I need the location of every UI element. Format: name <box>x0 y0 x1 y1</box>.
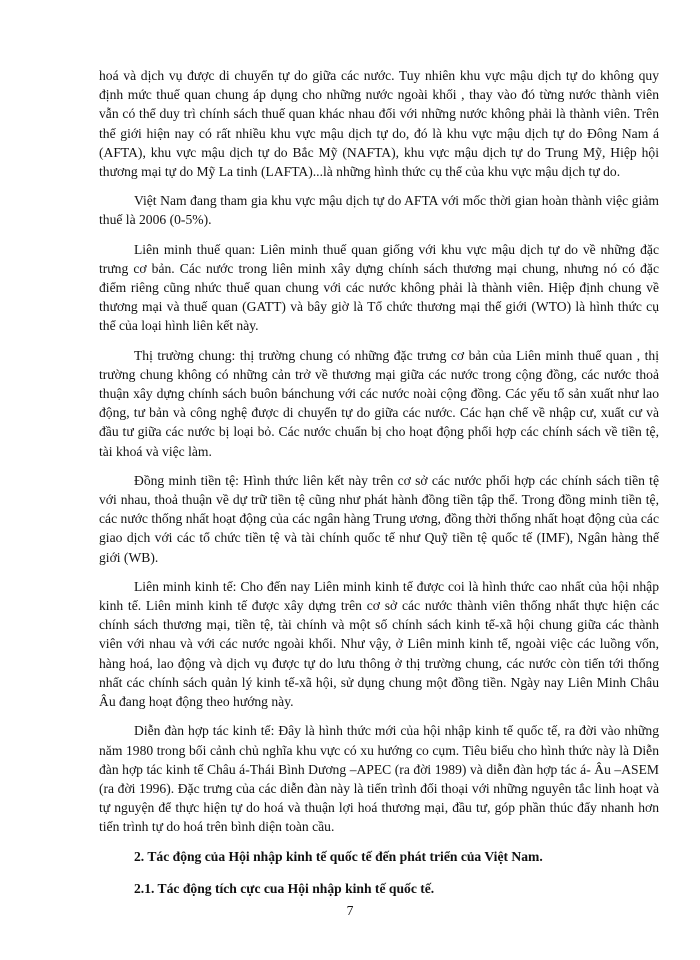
section-heading: 2. Tác động của Hội nhập kinh tế quốc tế đến phát triển của Việt Nam. <box>134 848 543 864</box>
document-page <box>99 66 659 911</box>
paragraph-customs-union: Liên minh thuế quan: Liên minh thuế quan giống với khu vực mậu dịch tự do về những đặc trưng cơ bản. Các nước trong liên minh xây dựng chính sách thương mại chung, nhưng nó có đặc điểm riêng cũng nhức thuế quan chung với các nước không phải là thành viên. Hiệp định chung về thương mại và thuế quan (GATT) và bây giờ là Tổ chức thương mại thế giới (WTO) là hình thức cụ thể của loại hình liên kết này. <box>99 241 659 334</box>
paragraph-monetary-union: Đồng minh tiền tệ: Hình thức liên kết này trên cơ sở các nước phối hợp các chính sách tiền tệ với nhau, thoả thuận về dự trữ tiền tệ cũng như phát hành đồng tiền tập thể. Trong đồng minh tiền tệ, các nước thống nhất hoạt động của các ngân hàng Trung ương, đồng thời thống nhất hoạt động của các giao dịch với các tổ chức tiền tệ và tài chính quốc tế như Quỹ tiền tệ quốc tế (IMF), Ngân hàng thế giới (WB). <box>99 472 659 565</box>
page-number: 7 <box>346 903 354 918</box>
paragraph-common-market: Thị trường chung: thị trường chung có những đặc trưng cơ bản của Liên minh thuế quan , thị trường chung không có những cản trở về thương mại giữa các nước trong cộng đồng, các nước thoả thuận xây dựng chính sách buôn bánchung với các nước noài cộng đồng. Các yếu tố sản xuất như lao động, tư bản và công nghệ được di chuyển tự do giữa các nước. Các hạn chế về nhập cư, xuất cư và đầu tư giữa các nước bị loại bỏ. Các nước chuẩn bị cho hoạt động phối hợp các chính sách về tiền tệ, tài khoá và việc làm. <box>99 347 659 459</box>
paragraph-economic-union: Liên minh kinh tế: Cho đến nay Liên minh kinh tế được coi là hình thức cao nhất của hội nhập kinh tế. Liên minh kinh tế được xây dựng trên cơ sở các nước thành viên thống nhất thực hiện các chính sách thương mại, tiền tệ, tài chính và một số chính sách kinh tế-xã hội chung giữa các thành viên với nhau và với các nước ngoài khối. Như vậy, ở Liên minh kinh tế, ngoài việc các luồng vốn, hàng hoá, lao động và dịch vụ được tự do lưu thông ở thị trường chung, các nước còn tiến tới thống nhất các chính sách quản lý kinh tế-xã hội, sử dụng chung một đồng tiền. Ngày nay Liên Minh Châu Âu đang hoạt động theo hướng này. <box>99 578 659 710</box>
paragraph-economic-forum: Diễn đàn hợp tác kinh tế: Đây là hình thức mới của hội nhập kinh tế quốc tế, ra đời vào những năm 1980 trong bối cảnh chủ nghĩa khu vực có xu hướng co cụm. Tiêu biểu cho hình thức này là Diễn đàn hợp tác kinh tế Châu á-Thái Bình Dương –APEC (ra đời 1989) và diễn đàn hợp tác á- Âu –ASEM (ra đời 1996). Đặc trưng của các diễn đàn này là tiến trình đối thoại với những nguyên tắc linh hoạt và tự nguyện để thực hiện tự do hoá và thuận lợi hoá thương mại, đầu tư, góp phần thúc đẩy nhanh hơn tiến trình tự do hoá trên bình diện toàn cầu. <box>99 723 659 835</box>
paragraph-vietnam-afta: Việt Nam đang tham gia khu vực mậu dịch tự do AFTA với mốc thời gian hoàn thành việc giảm thuế là 2006 (0-5%). <box>99 193 659 228</box>
paragraph-free-trade-area-continued: hoá và dịch vụ được di chuyển tự do giữa các nước. Tuy nhiên khu vực mậu dịch tự do không quy định mức thuế quan chung áp dụng cho những nước ngoài khối , thay vào đó từng nước thành viên vẫn có thể duy trì chính sách thuế quan khác nhau đối với những nước không phải là thành viên. Trên thế giới hiện nay có rất nhiều khu vực mậu dịch tự do, đó là khu vực mậu dịch tự do Đông Nam á (AFTA), khu vực mậu dịch tự do Bắc Mỹ (NAFTA), khu vực mậu dịch tự do Trung Mỹ, Hiệp hội thương mại tự do Mỹ La tinh (LAFTA)...là những hình thức cụ thể của khu vực mậu dịch tự do. <box>99 68 659 180</box>
subsection-heading: 2.1. Tác động tích cực cua Hội nhập kinh tế quốc tế. <box>134 880 435 896</box>
